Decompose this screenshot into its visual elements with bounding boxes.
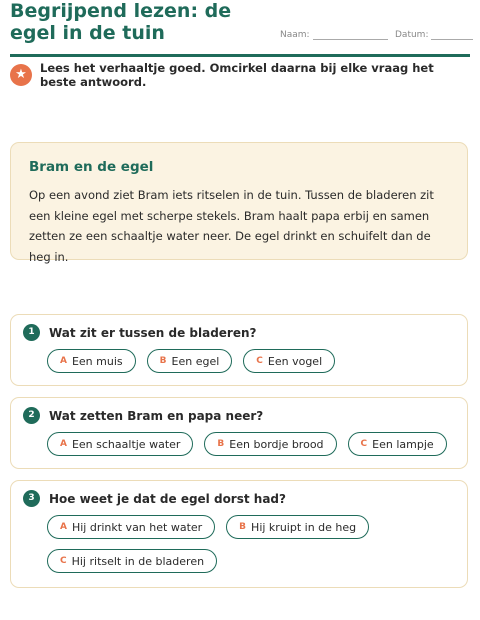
option-text: Een vogel [267, 354, 323, 368]
story-card [10, 142, 468, 264]
question-header [23, 490, 286, 507]
question-text: Hoe weet je dat de egel dorst had? [49, 491, 286, 506]
instruction [10, 61, 470, 89]
name-field[interactable] [280, 30, 388, 40]
instruction-text: Lees het verhaaltje goed. Omcirkel daarna bij elke vraag het beste antwoord. [40, 61, 434, 89]
question-card-2 [10, 397, 468, 469]
page-title: Begrijpend lezen: de egel in de tuin [10, 0, 232, 44]
option-a[interactable] [47, 349, 136, 373]
question-card-1 [10, 314, 468, 386]
option-b[interactable] [147, 349, 233, 373]
question-number: 1 [23, 324, 40, 341]
answer-options [47, 432, 447, 456]
option-text: Hij drinkt van het water [71, 520, 203, 534]
option-text: Een schaaltje water [71, 437, 181, 451]
question-header [23, 407, 263, 424]
option-letter: A [60, 522, 67, 532]
story-text: Op een avond ziet Bram iets ritselen in de tuin. Tussen de bladeren zit een kleine egel met scherpe stekels. Bram haalt papa erbij en samen zetten ze een schaaltje water neer. De egel drinkt en schuifelt dan de heg in. [29, 188, 434, 264]
option-c[interactable] [47, 549, 217, 573]
option-letter: B [217, 439, 225, 449]
option-text: Een egel [171, 354, 220, 368]
option-a[interactable] [47, 515, 215, 539]
date-field[interactable] [395, 30, 473, 40]
option-letter: B [159, 356, 167, 366]
option-text: Een muis [71, 354, 123, 368]
date-label: Datum: [395, 30, 429, 40]
option-letter: A [60, 356, 67, 366]
question-header [23, 324, 257, 341]
question-number: 2 [23, 407, 40, 424]
option-b[interactable] [204, 432, 336, 456]
question-card-3 [10, 480, 468, 588]
option-c[interactable] [348, 432, 447, 456]
name-label: Naam: [280, 30, 310, 40]
question-text: Wat zetten Bram en papa neer? [49, 408, 264, 423]
worksheet-header [10, 0, 470, 57]
option-letter: C [256, 356, 263, 366]
option-text: Een lampje [372, 437, 434, 451]
option-a[interactable] [47, 432, 193, 456]
option-text: Hij ritselt in de bladeren [71, 554, 205, 568]
option-letter: C [360, 439, 368, 449]
question-text: Wat zit er tussen de bladeren? [49, 325, 257, 340]
answer-options [47, 515, 377, 573]
name-line[interactable] [313, 31, 388, 40]
story-title: Bram en de egel [29, 159, 154, 175]
option-letter: A [60, 439, 67, 449]
question-number: 3 [23, 490, 40, 507]
option-letter: C [60, 556, 67, 566]
star-icon: ★ [10, 64, 32, 86]
option-letter: B [239, 522, 247, 532]
option-c[interactable] [243, 349, 335, 373]
answer-options [47, 349, 447, 373]
option-b[interactable] [226, 515, 369, 539]
option-text: Hij kruipt in de heg [251, 520, 357, 534]
date-line[interactable] [431, 31, 473, 40]
option-text: Een bordje brood [229, 437, 324, 451]
